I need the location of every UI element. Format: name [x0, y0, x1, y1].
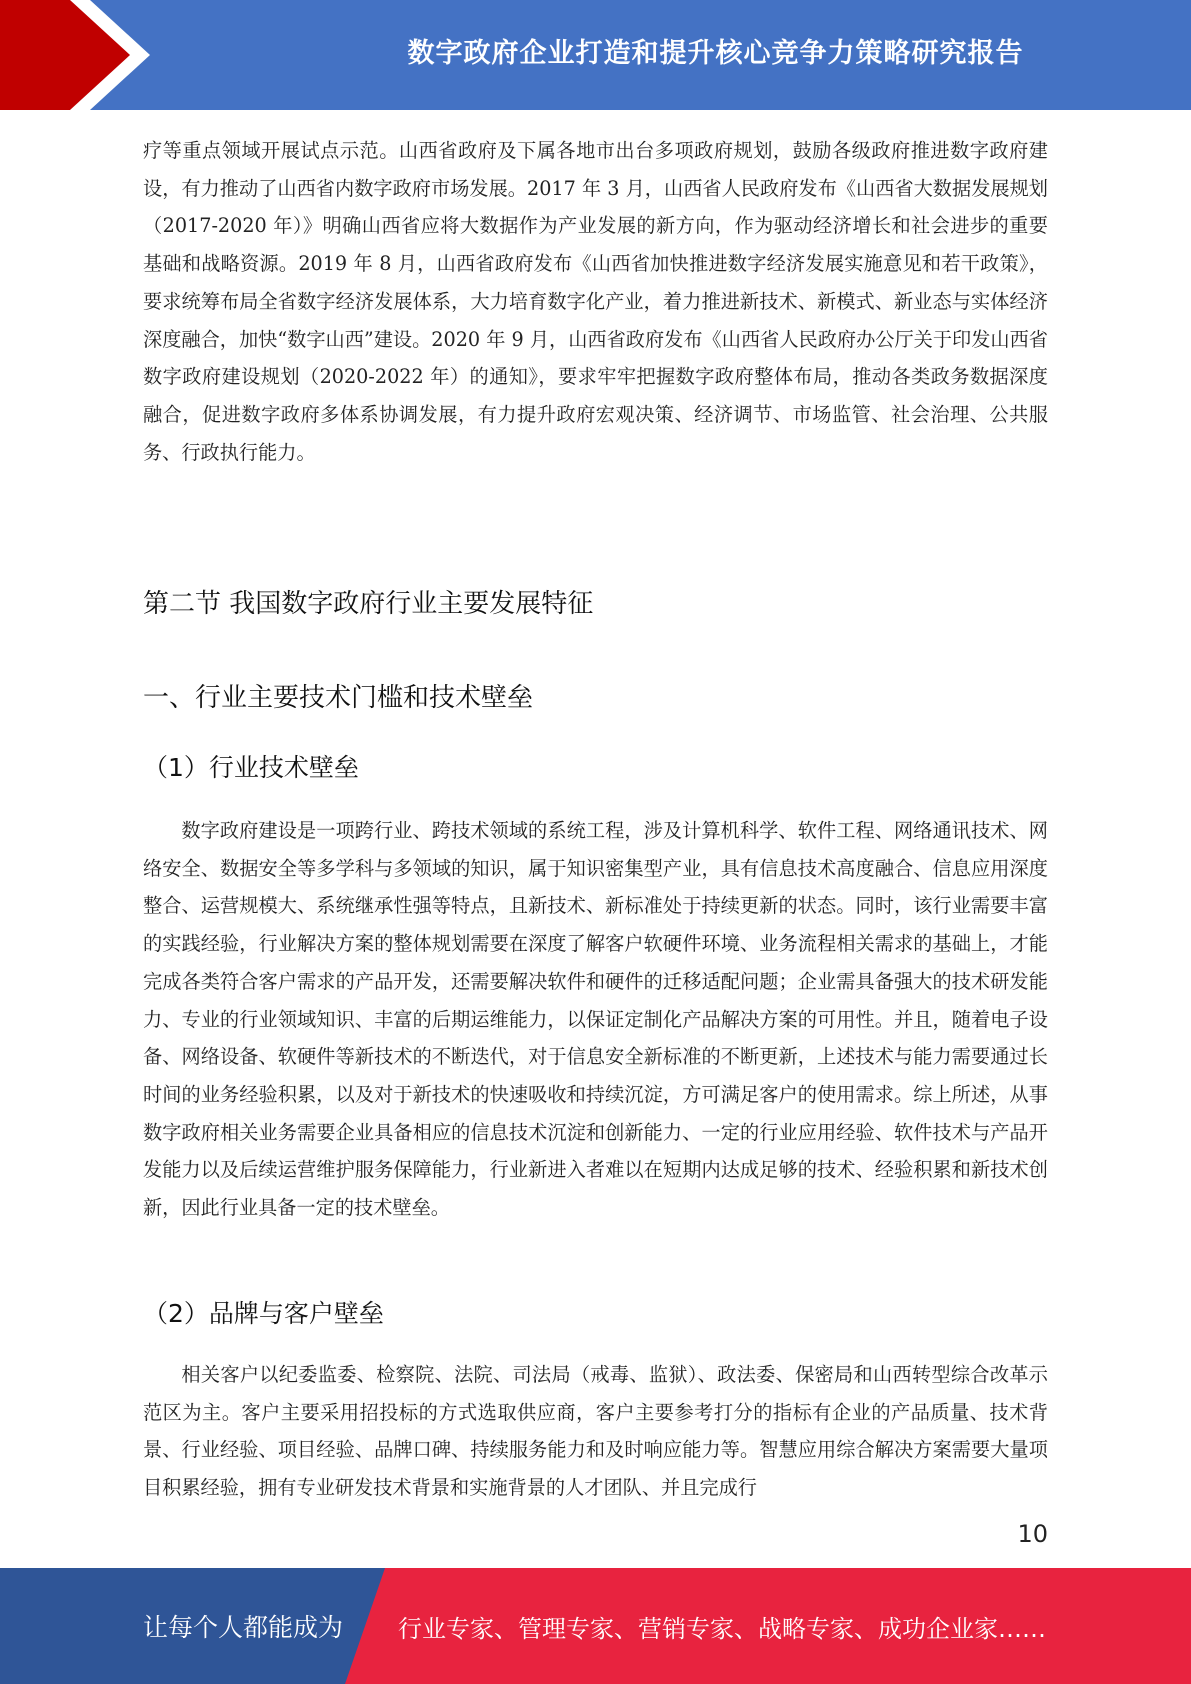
- item1-block: [143, 812, 1048, 1227]
- footer-slogan-right: 行业专家、管理专家、营销专家、战略专家、成功企业家……: [398, 1614, 1046, 1643]
- header-title: 数字政府企业打造和提升核心竞争力策略研究报告: [407, 37, 1024, 69]
- intro-block: [143, 132, 1048, 471]
- item1-paragraph: 数字政府建设是一项跨行业、跨技术领域的系统工程，涉及计算机科学、软件工程、网络通讯技术、网络安全、数据安全等多学科与多领域的知识，属于知识密集型产业，具有信息技术高度融合、信息应用深度整合、运营规模大、系统继承性强等特点，且新技术、新标准处于持续更新的状态。同时，该行业需要丰富的实践经验，行业解决方案的整体规划需要在深度了解客户软硬件环境、业务流程相关需求的基础上，才能完成各类符合客户需求的产品开发，还需要解决软件和硬件的迁移适配问题；企业需具备强大的技术研发能力、专业的行业领域知识、丰富的后期运维能力，以保证定制化产品解决方案的可用性。并且，随着电子设备、网络设备、软硬件等新技术的不断迭代，对于信息安全新标准的不断更新，上述技术与能力需要通过长时间的业务经验积累，以及对于新技术的快速吸收和持续沉淀，方可满足客户的使用需求。综上所述，从事数字政府相关业务需要企业具备相应的信息技术沉淀和创新能力、一定的行业应用经验、软件技术与产品开发能力以及后续运营维护服务保障能力，行业新进入者难以在短期内达成足够的技术、经验积累和新技术创新，因此行业具备一定的技术壁垒。: [143, 819, 1048, 1220]
- page-footer: [0, 1568, 1191, 1684]
- item2-paragraph: 相关客户以纪委监委、检察院、法院、司法局（戒毒、监狱）、政法委、保密局和山西转型综合改革示范区为主。客户主要采用招投标的方式选取供应商，客户主要参考打分的指标有企业的产品质量、技术背景、行业经验、项目经验、品牌口碑、持续服务能力和及时响应能力等。智慧应用综合解决方案需要大量项目积累经验，拥有专业研发技术背景和实施背景的人才团队、并且完成行: [143, 1363, 1048, 1500]
- item2-title: （2）品牌与客户壁垒: [143, 1299, 384, 1328]
- intro-paragraph: 疗等重点领域开展试点示范。山西省政府及下属各地市出台多项政府规划，鼓励各级政府推进数字政府建设，有力推动了山西省内数字政府市场发展。2017 年 3 月，山西省人民政府发布《山西省大数据发展规划（2017-2020 年）》明确山西省应将大数据作为产业发展的新方向，作为驱动经济增长和社会进步的重要基础和战略资源。2019 年 8 月，山西省政府发布《山西省加快推进数字经济发展实施意见和若干政策》，要求统筹布局全省数字经济发展体系，大力培育数字化产业，着力推进新技术、新模式、新业态与实体经济深度融合，加快“数字山西”建设。2020 年 9 月，山西省政府发布《山西省人民政府办公厅关于印发山西省数字政府建设规划（2020-2022 年）的通知》，要求牢牢把握数字政府整体布局，推动各类政务数据深度融合，促进数字政府多体系协调发展，有力提升政府宏观决策、经济调节、市场监管、社会治理、公共服务、行政执行能力。: [143, 139, 1048, 464]
- page-header: [0, 0, 1191, 110]
- item2-block: [143, 1356, 1048, 1507]
- footer-slogan-left: 让每个人都能成为: [143, 1613, 344, 1642]
- page-number: 10: [1017, 1520, 1048, 1548]
- section-title: 第二节 我国数字政府行业主要发展特征: [143, 589, 594, 619]
- item1-title: （1）行业技术壁垒: [143, 753, 359, 782]
- subsection-title: 一、行业主要技术门槛和技术壁垒: [143, 683, 534, 713]
